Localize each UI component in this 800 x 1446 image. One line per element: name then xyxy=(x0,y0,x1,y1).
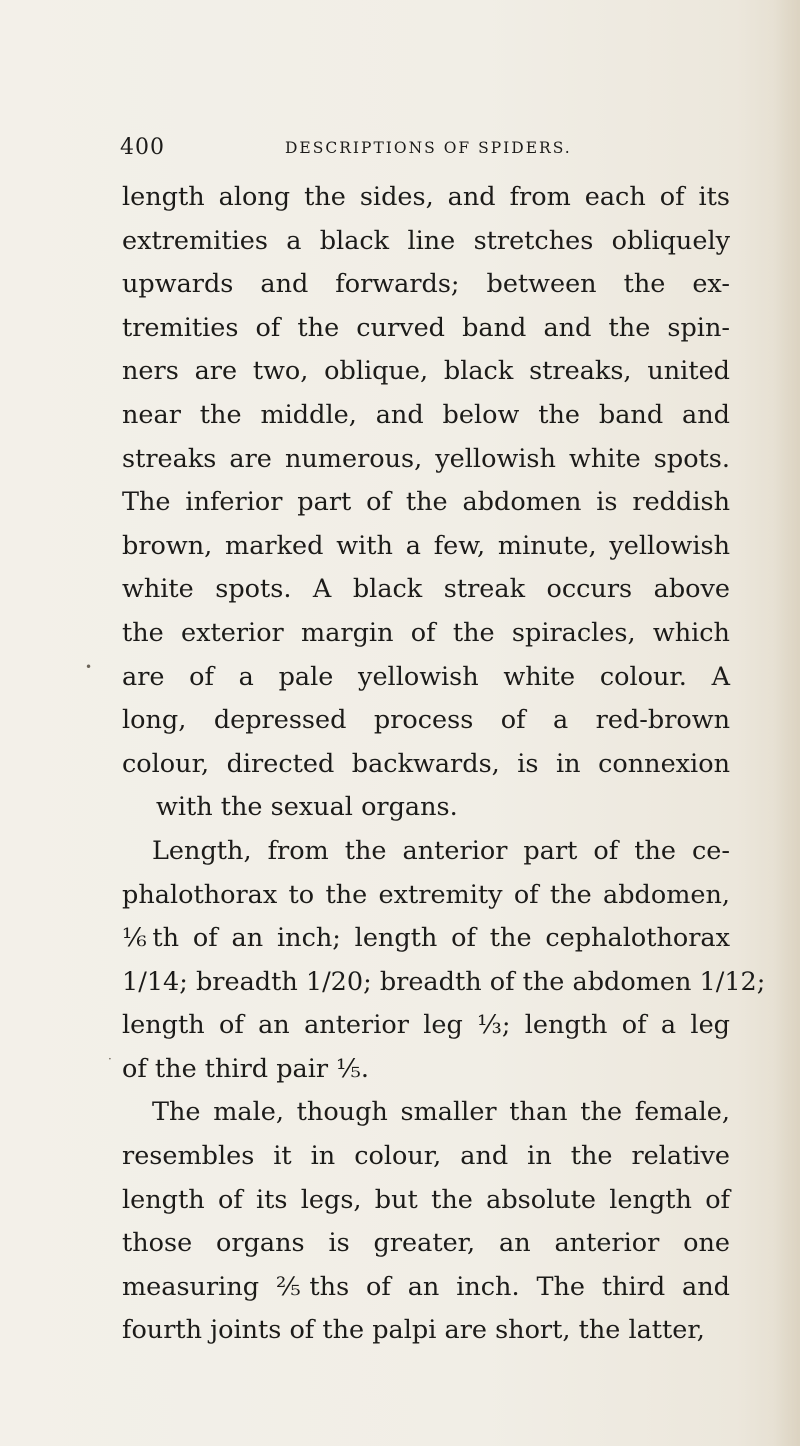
text-line: tremities of the curved band and the spin- xyxy=(122,312,730,343)
page-header xyxy=(120,135,720,169)
text-line: Length, from the anterior part of the ce- xyxy=(152,835,730,866)
margin-mark: · xyxy=(108,1052,112,1066)
margin-mark: • xyxy=(85,660,93,674)
text-line: colour, directed backwards, is in connexion xyxy=(122,748,730,779)
text-line: ners are two, oblique, black streaks, united xyxy=(122,356,730,387)
text-line: with the sexual organs. xyxy=(156,792,458,823)
running-title: DESCRIPTIONS OF SPIDERS. xyxy=(285,139,572,157)
text-line: are of a pale yellowish white colour. A xyxy=(122,661,730,692)
text-line: those organs is greater, an anterior one xyxy=(122,1228,730,1259)
text-line: length along the sides, and from each of its xyxy=(122,182,730,212)
page-edge-shadow xyxy=(774,0,800,1446)
text-line: streaks are numerous, yellowish white spots. xyxy=(122,443,730,474)
text-line: phalothorax to the extremity of the abdomen, xyxy=(122,879,730,910)
text-line: of the third pair ⅕. xyxy=(122,1053,370,1084)
body-text xyxy=(122,176,766,1353)
text-line: the exterior margin of the spiracles, which xyxy=(122,617,730,648)
text-line: brown, marked with a few, minute, yellowish xyxy=(122,530,730,561)
text-line: 1/14; breadth 1/20; breadth of the abdomen 1/12; xyxy=(122,966,766,997)
text-line: measuring ⅖ths of an inch. The third and xyxy=(122,1271,730,1302)
text-line: near the middle, and below the band and xyxy=(122,399,730,430)
text-line: The inferior part of the abdomen is reddish xyxy=(122,487,730,518)
text-line: long, depressed process of a red-brown xyxy=(122,705,730,736)
text-line: upwards and forwards; between the ex- xyxy=(122,269,730,300)
text-line: resembles it in colour, and in the relative xyxy=(122,1141,730,1172)
text-line: extremities a black line stretches obliquely xyxy=(122,225,730,256)
page-number: 400 xyxy=(120,135,165,160)
text-line: ⅙th of an inch; length of the cephalothorax xyxy=(122,923,730,954)
text-line: fourth joints of the palpi are short, the latter, xyxy=(122,1315,705,1346)
text-line: length of an anterior leg ⅓; length of a leg xyxy=(122,1010,730,1041)
text-line: length of its legs, but the absolute length of xyxy=(122,1184,730,1215)
text-line: white spots. A black streak occurs above xyxy=(122,574,730,605)
text-line: The male, though smaller than the female, xyxy=(152,1097,730,1128)
